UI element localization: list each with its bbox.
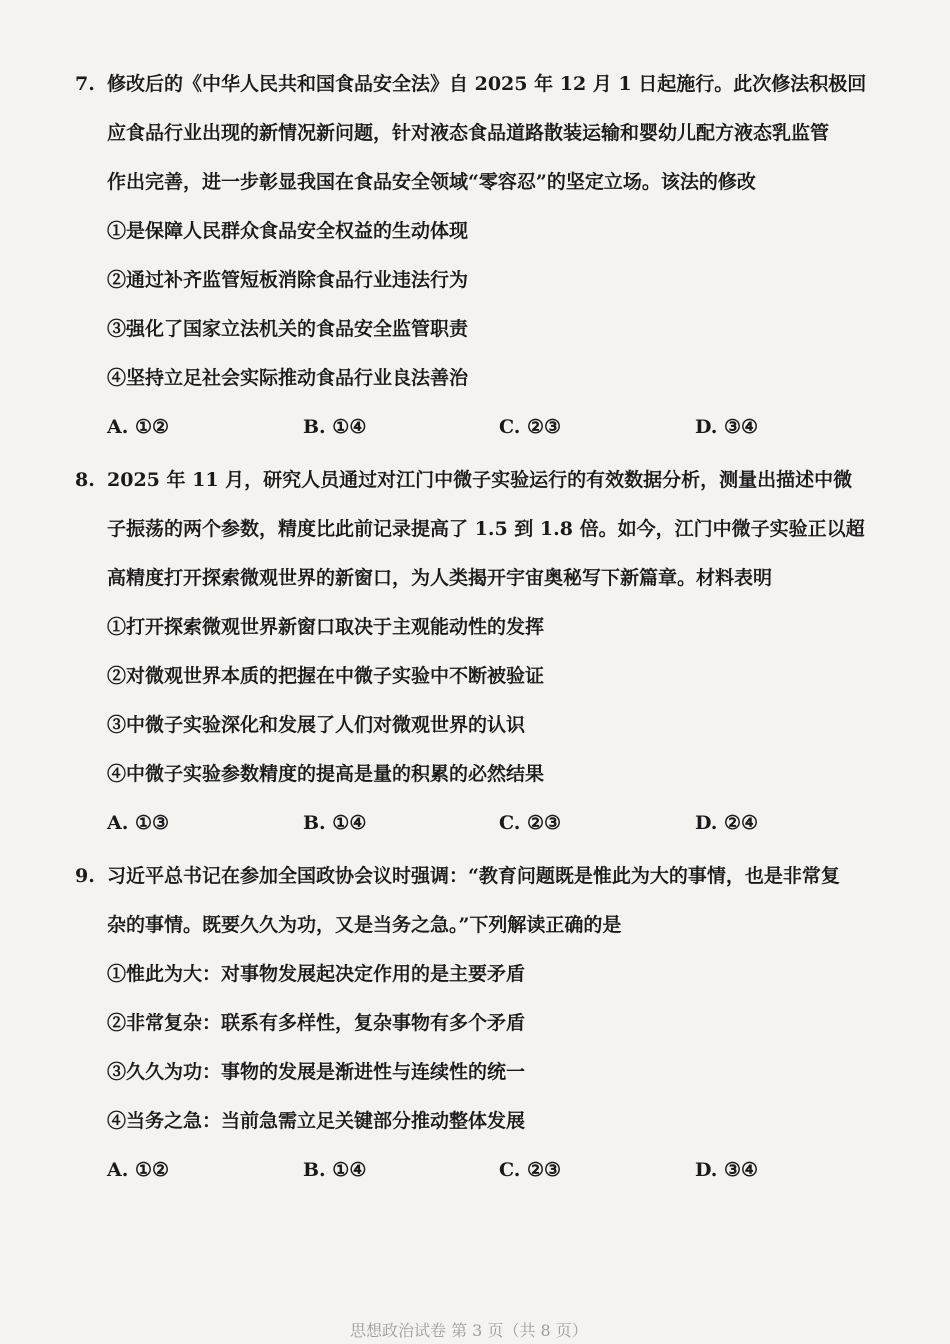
answer-choice-c: C. ②③ [499,416,562,438]
answer-choice-d: D. ③④ [695,1159,759,1181]
statement-option: ①惟此为大：对事物发展起决定作用的是主要矛盾 [107,963,526,985]
statement-option: ④坚持立足社会实际推动食品行业良法善治 [107,367,469,389]
answer-choice-c: C. ②③ [499,812,562,834]
question-stem-line [75,456,910,505]
question-7 [75,60,910,452]
question-text: 杂的事情。既要久久为功，又是当务之急。”下列解读正确的是 [107,914,622,936]
question-text: 修改后的《中华人民共和国食品安全法》自 2025 年 12 月 1 日起施行。此次修法积极回 [107,73,867,95]
answer-choices [75,799,910,848]
question-8 [75,456,910,848]
answer-choices [75,1146,910,1195]
question-text: 2025 年 11 月，研究人员通过对江门中微子实验运行的有效数据分析，测量出描述中微 [107,469,853,491]
page-footer: 思想政治试卷 第 3 页（共 8 页） [350,1321,588,1340]
answer-choice-b: B. ①④ [303,812,367,834]
statement-option: ①是保障人民群众食品安全权益的生动体现 [107,220,469,242]
question-number: 9. [75,865,95,887]
answer-choice-a: A. ①② [107,1159,170,1181]
question-text: 作出完善，进一步彰显我国在食品安全领域“零容忍”的坚定立场。该法的修改 [107,171,756,193]
question-text: 子振荡的两个参数，精度比此前记录提高了 1.5 到 1.8 倍。如今，江门中微子实验正以超 [107,518,865,540]
statement-option: ③中微子实验深化和发展了人们对微观世界的认识 [107,714,526,736]
answer-choice-b: B. ①④ [303,1159,367,1181]
question-9 [75,852,910,1195]
question-stem-line [75,60,910,109]
question-number: 8. [75,469,95,491]
answer-choice-a: A. ①③ [107,812,170,834]
answer-choice-d: D. ③④ [695,416,759,438]
answer-choice-a: A. ①② [107,416,170,438]
statement-option: ②对微观世界本质的把握在中微子实验中不断被验证 [107,665,545,687]
statement-option: ③久久为功：事物的发展是渐进性与连续性的统一 [107,1061,526,1083]
statement-option: ④当务之急：当前急需立足关键部分推动整体发展 [107,1110,526,1132]
statement-option: ②非常复杂：联系有多样性，复杂事物有多个矛盾 [107,1012,526,1034]
question-text: 应食品行业出现的新情况新问题，针对液态食品道路散装运输和婴幼儿配方液态乳监管 [107,122,830,144]
answer-choice-d: D. ②④ [695,812,759,834]
answer-choice-c: C. ②③ [499,1159,562,1181]
statement-option: ④中微子实验参数精度的提高是量的积累的必然结果 [107,763,545,785]
question-text: 高精度打开探索微观世界的新窗口，为人类揭开宇宙奥秘写下新篇章。材料表明 [107,567,773,589]
question-number: 7. [75,73,95,95]
question-text: 习近平总书记在参加全国政协会议时强调：“教育问题既是惟此为大的事情，也是非常复 [107,865,840,887]
statement-option: ①打开探索微观世界新窗口取决于主观能动性的发挥 [107,616,545,638]
answer-choices [75,403,910,452]
question-stem-line [75,852,910,901]
statement-option: ②通过补齐监管短板消除食品行业违法行为 [107,269,469,291]
answer-choice-b: B. ①④ [303,416,367,438]
statement-option: ③强化了国家立法机关的食品安全监管职责 [107,318,469,340]
